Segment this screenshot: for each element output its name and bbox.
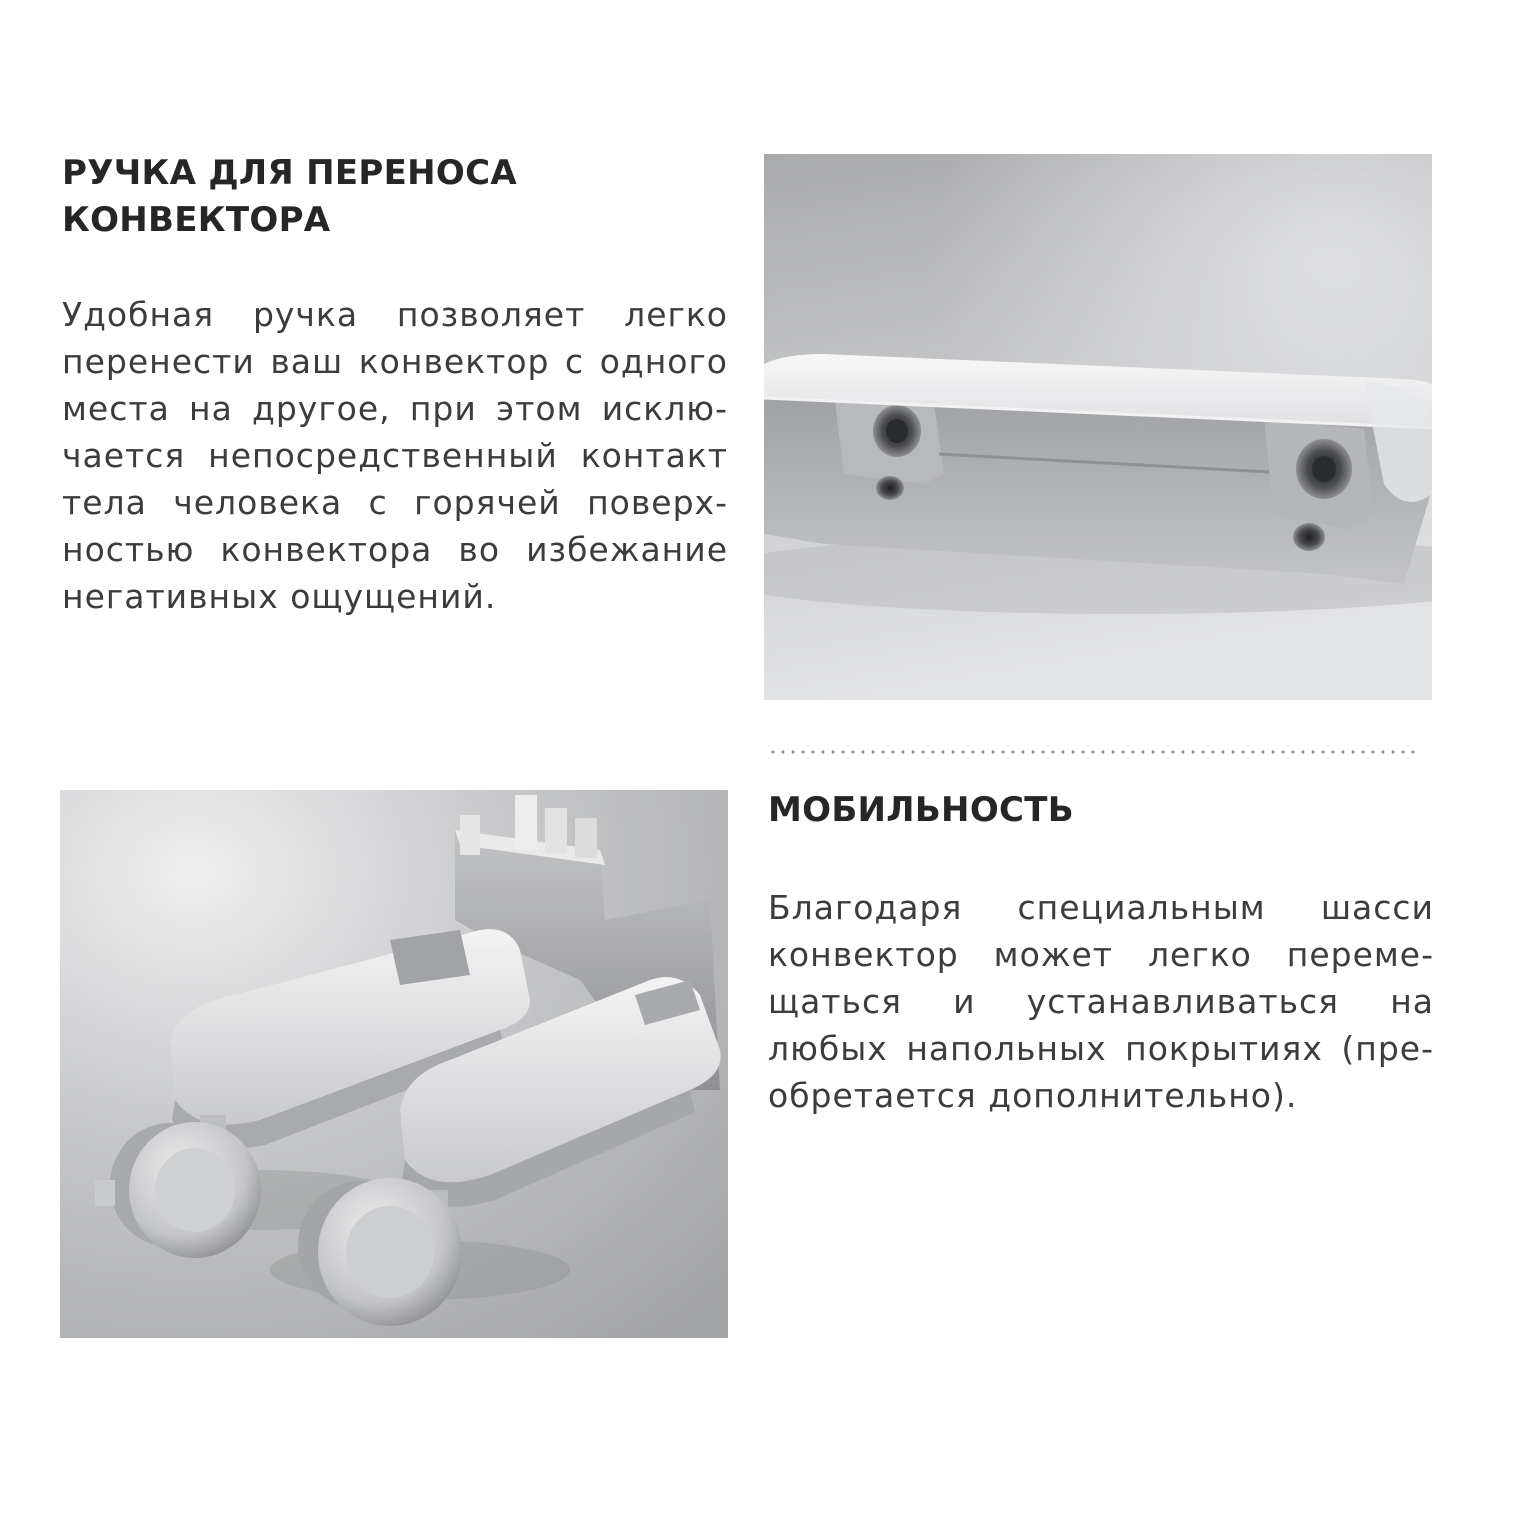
mobility-section-title: [768, 787, 1074, 834]
mobility-text-line: конвектор может легко переме-: [768, 935, 1434, 974]
handle-title-line-1: РУЧКА ДЛЯ ПЕРЕНОСА: [62, 153, 517, 193]
mobility-section-text: [768, 884, 1434, 1119]
handle-title-line-2: КОНВЕКТОРА: [62, 200, 331, 240]
handle-section-title: [62, 150, 517, 244]
handle-text-line: ностью конвектора во избежание: [62, 530, 728, 569]
handle-text-line: негативных ощущений.: [62, 577, 497, 616]
mobility-text-line: Благодаря специальным шасси: [768, 888, 1434, 927]
handle-text-line: чается непосредственный контакт: [62, 436, 728, 475]
mobility-text-line: щаться и устанавливаться на: [768, 982, 1434, 1021]
handle-text-line: Удобная ручка позволяет легко: [62, 295, 728, 334]
handle-section-text: [62, 291, 728, 620]
section-divider: [768, 750, 1418, 754]
handle-photo: [764, 154, 1432, 700]
mobility-text-line: обретается дополнительно).: [768, 1076, 1298, 1115]
mobility-text-line: любых напольных покрытиях (пре-: [768, 1029, 1434, 1068]
handle-text-line: тела человека с горячей поверх-: [62, 483, 728, 522]
handle-text-line: места на другое, при этом исклю-: [62, 389, 728, 428]
handle-text-line: перенести ваш конвектор с одного: [62, 342, 728, 381]
mobility-title-line-1: МОБИЛЬНОСТЬ: [768, 790, 1074, 830]
wheels-photo: [60, 790, 728, 1338]
